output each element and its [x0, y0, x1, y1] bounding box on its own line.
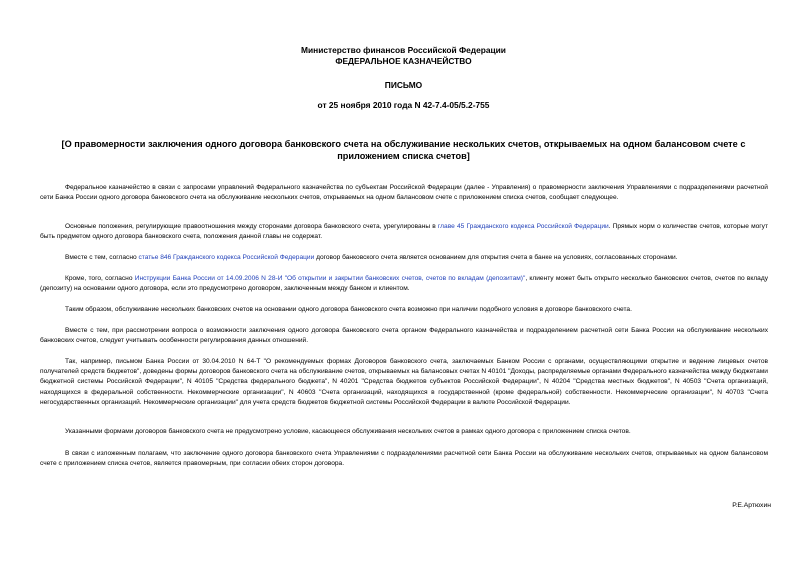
paragraph-4-text-end: , клиенту может быть открыто несколько банковских счетов, счетов по вкладу (депозиту) на основании одного договора, если это предусмотрено договором, заключенным между банком и клиентом.	[40, 275, 768, 293]
document-type: ПИСЬМО	[384, 80, 423, 90]
paragraph-4	[40, 274, 768, 294]
paragraph-2-text-start: Основные положения, регулирующие правоотношения между сторонами договора банковского счета, урегулированы в	[65, 223, 438, 230]
document-title: [О правомерности заключения одного договора банковского счета на обслуживание нескольких счетов, открываемых на одном балансовом счете с приложением списка счетов]	[61, 139, 746, 161]
paragraph-3	[40, 253, 768, 263]
paragraph-9: В связи с изложенным полагаем, что заключение одного договора банковского счета Управлениями с подразделениями расчетной сети Банка России на обслуживание нескольких счетов, открываемых на одном балансовом счете с приложением списка счетов, является правомерным, при согласии обеих сторон договора.	[40, 450, 768, 468]
document-reference: от 25 ноября 2010 года N 42-7.4-05/5.2-755	[317, 100, 490, 110]
paragraph-8: Указанными формами договоров банковского счета не предусмотрено условие, касающееся обслуживания нескольких счетов в рамках одного договора с приложением списка счетов.	[65, 428, 631, 435]
paragraph-3-text-end: договор банковского счета является основанием для открытия счета в банке на условиях, согласованных сторонами.	[314, 254, 678, 261]
ministry-heading: Министерство финансов Российской Федерации	[301, 45, 506, 55]
paragraph-6: Вместе с тем, при рассмотрении вопроса о возможности заключения одного договора банковского счета органом Федерального казначейства и подразделением расчетной сети Банка России на обслуживание нескольких банковских счетов, следует учитывать особенности регулирования данных отношений.	[40, 327, 768, 345]
paragraph-3-text-start: Вместе с тем, согласно	[65, 254, 139, 261]
signature: Р.Е.Артюхин	[732, 502, 771, 509]
agency-heading: ФЕДЕРАЛЬНОЕ КАЗНАЧЕЙСТВО	[335, 56, 472, 66]
bank-of-russia-instruction-link[interactable]: Инструкции Банка России от 14.09.2006 N 28-И "Об открытии и закрытии банковских счетов, счетов по вкладам (депозитам)"	[134, 275, 526, 282]
paragraph-2-text-end: . Прямых норм о количестве счетов, которые могут быть предметом одного договора банковского счета, положения данной главы не содержат.	[40, 223, 768, 241]
paragraph-4-text-start: Кроме, того, согласно	[65, 275, 135, 282]
paragraph-5: Таким образом, обслуживание нескольких банковских счетов на основании одного договора банковского счета возможно при наличии подобного условия в договоре банковского счета.	[65, 306, 632, 313]
paragraph-7: Так, например, письмом Банка России от 30.04.2010 N 64-Т "О рекомендуемых формах Договоров банковского счета, заключаемых Банком России с органами, осуществляющими открытие и ведение лицевых счетов получателей средств бюджетов", доведены формы договоров банковского счета на обслуживание счетов, открываемых на балансовых счетах N 40101 "Доходы, распределяемые органами Федерального казначейства между бюджетами бюджетной системы Российской Федерации", N 40105 "Средства федерального бюджета", N 40201 "Средства бюджетов субъектов Российской Федерации", N 40204 "Средства местных бюджетов", N 40503 "Счета организаций, находящихся в федеральной собственности. Некоммерческие организации", N 40603 "Счета организаций, находящихся в государственной (кроме федеральной) собственности. Некоммерческие организации", N 40703 "Счета негосударственных организаций. Некоммерческие организации" для учета средств бюджетов бюджетной системы Российской Федерации в валюте Российской Федерации.	[40, 358, 768, 406]
paragraph-1: Федеральное казначейство в связи с запросами управлений Федерального казначейства по субъектам Российской Федерации (далее - Управления) о правомерности заключения Управлениями с подразделениями расчетной сети Банка России одного договора банковского счета на обслуживание нескольких счетов, открываемых на одном балансовом счете с приложением списка счетов, сообщает следующее.	[40, 184, 768, 202]
civil-code-article-846-link[interactable]: статье 846 Гражданского кодекса Российской Федерации	[138, 254, 315, 261]
civil-code-chapter-45-link[interactable]: главе 45 Гражданского кодекса Российской Федерации	[437, 223, 609, 230]
paragraph-2	[40, 222, 768, 242]
